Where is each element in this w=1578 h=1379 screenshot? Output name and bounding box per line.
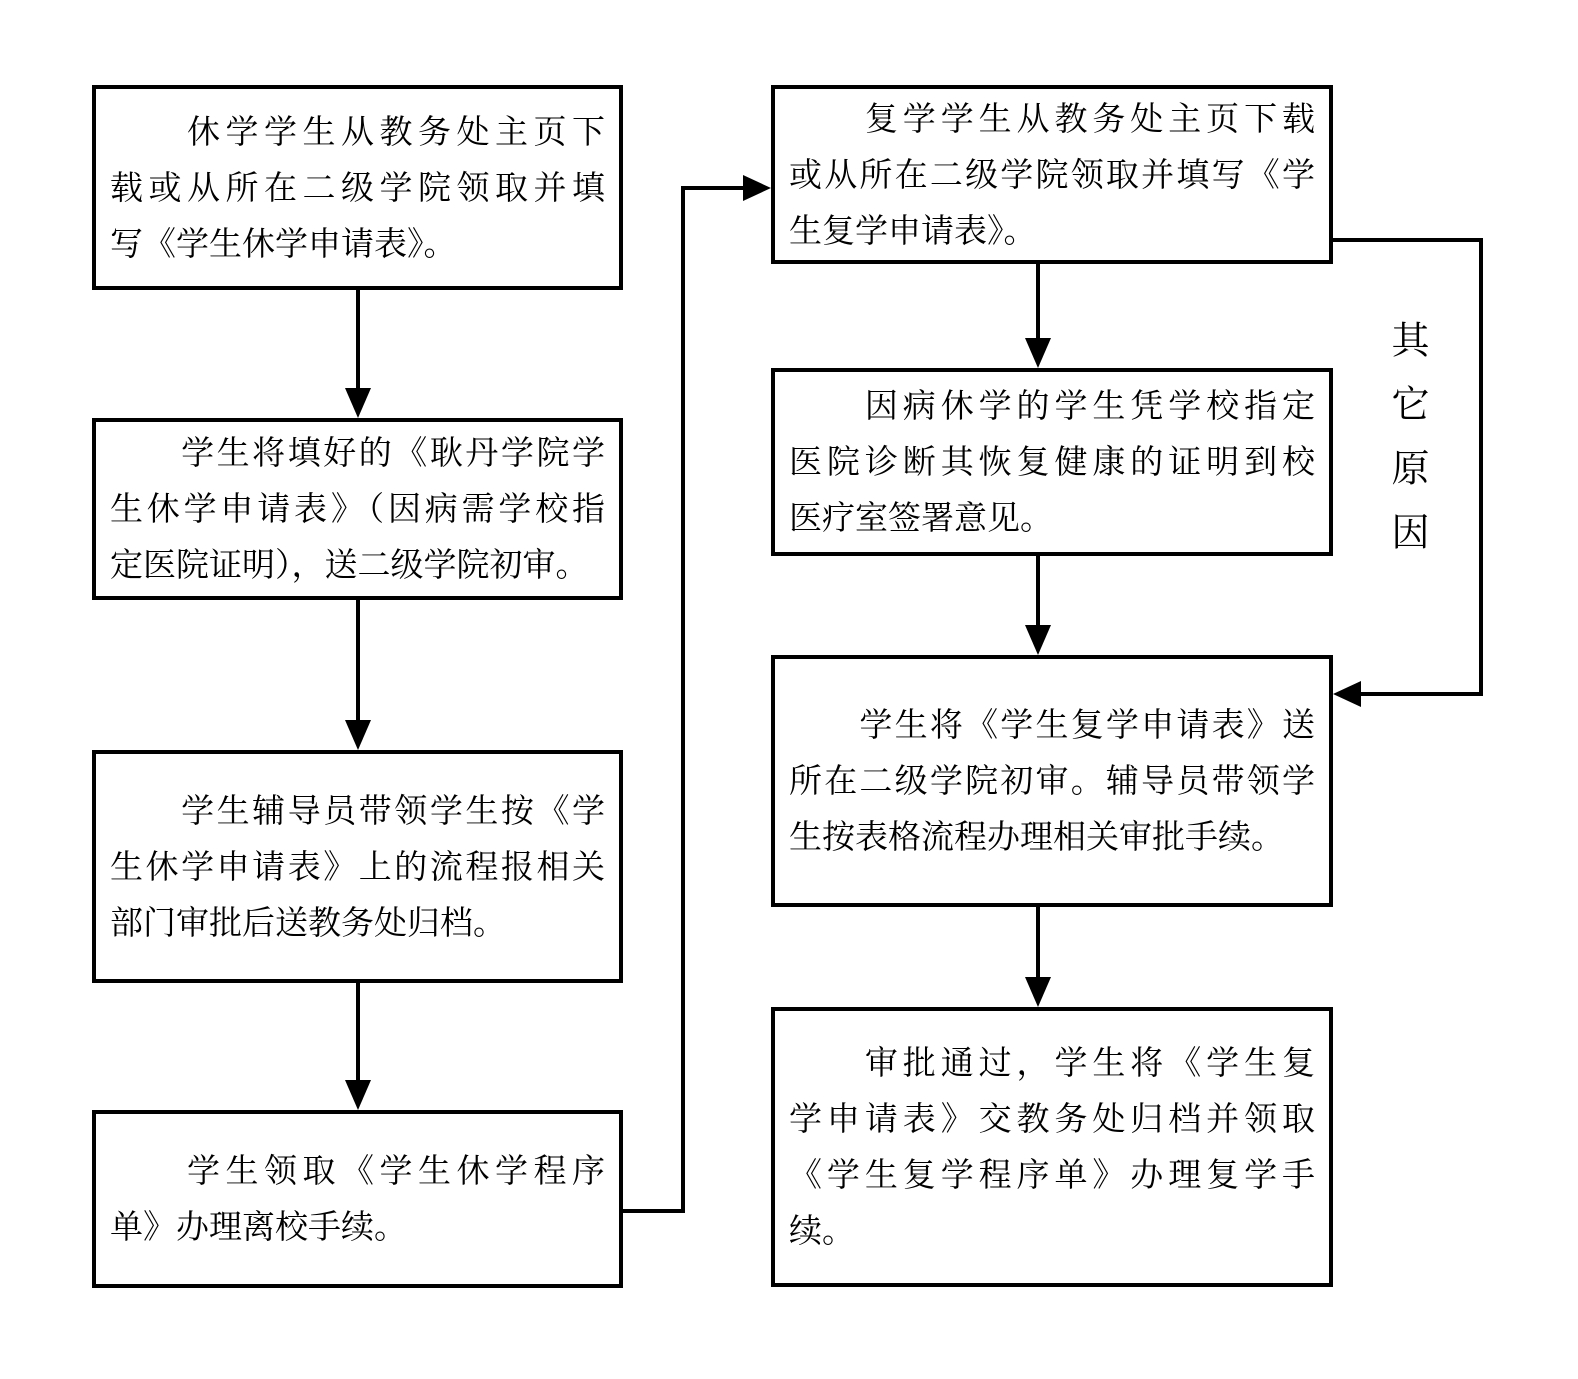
flow-box-text-line: 生复学申请表》。 [789,210,1037,250]
flow-box-text-line: 因病休学的学生凭学校指定 [789,386,1315,425]
arrowhead-suspend-2-3 [345,720,371,750]
flow-box-text-line: 部门审批后送教务处归档。 [110,902,506,942]
flow-box-text-line: 医院诊断其恢复健康的证明到校 [789,442,1315,481]
flow-box-text-line: 或从所在二级学院领取并填写《学 [789,154,1315,194]
flow-box-text-line: 学生将填好的《耿丹学院学 [110,433,605,472]
flow-box-text-line: 医疗室签署意见。 [789,498,1053,537]
flow-box-text-line: 生休学申请表》（因病需学校指 [110,489,605,528]
flow-box-text-line: 休学学生从教务处主页下 [110,111,605,151]
other-reasons-label: 其它原因 [1385,320,1429,576]
flow-box-text-line: 单》办理离校手续。 [110,1207,407,1246]
arrowhead-other-reasons [1333,681,1361,707]
flow-box-text-line: 续。 [789,1211,855,1250]
flow-box-suspend-submit-college-review [92,418,623,600]
arrowhead-suspend-to-resume [743,175,771,201]
flow-box-text-line: 生按表格流程办理相关审批手续。 [789,817,1284,856]
flow-box-text-line: 写《学生休学申请表》。 [110,223,457,263]
flow-box-resume-health-certificate [771,368,1333,556]
arrowhead-resume-3-4 [1025,977,1051,1007]
flow-box-text-line: 复学学生从教务处主页下载 [789,98,1315,138]
flow-box-text-line: 《学生复学程序单》办理复学手 [789,1155,1315,1194]
flow-box-text-line: 学申请表》交教务处归档并领取 [789,1099,1315,1138]
flow-box-text-line: 生休学申请表》上的流程报相关 [110,846,605,886]
flow-box-text-line: 学生领取《学生休学程序 [110,1151,605,1190]
flow-box-text-line: 所在二级学院初审。辅导员带领学 [789,761,1315,800]
flow-box-resume-archive-procedure [771,1007,1333,1287]
flow-box-text-line: 审批通过，学生将《学生复 [789,1043,1315,1082]
flow-box-resume-college-review [771,655,1333,907]
flow-box-suspend-leave-procedure [92,1110,623,1288]
flow-box-text-line: 学生辅导员带领学生按《学 [110,790,605,830]
flow-box-suspend-download-form [92,85,623,290]
arrowhead-resume-1-2 [1025,338,1051,368]
arrowhead-resume-2-3 [1025,625,1051,655]
flow-box-suspend-approval-archive [92,750,623,983]
flow-box-text-line: 载或从所在二级学院领取并填 [110,167,605,207]
arrowhead-suspend-1-2 [345,388,371,418]
arrowhead-suspend-3-4 [345,1080,371,1110]
flow-box-resume-download-form [771,85,1333,264]
connector-suspend-to-resume [623,188,743,1211]
flow-box-text-line: 定医院证明），送二级学院初审。 [110,545,589,584]
flow-box-text-line: 学生将《学生复学申请表》送 [789,705,1315,744]
